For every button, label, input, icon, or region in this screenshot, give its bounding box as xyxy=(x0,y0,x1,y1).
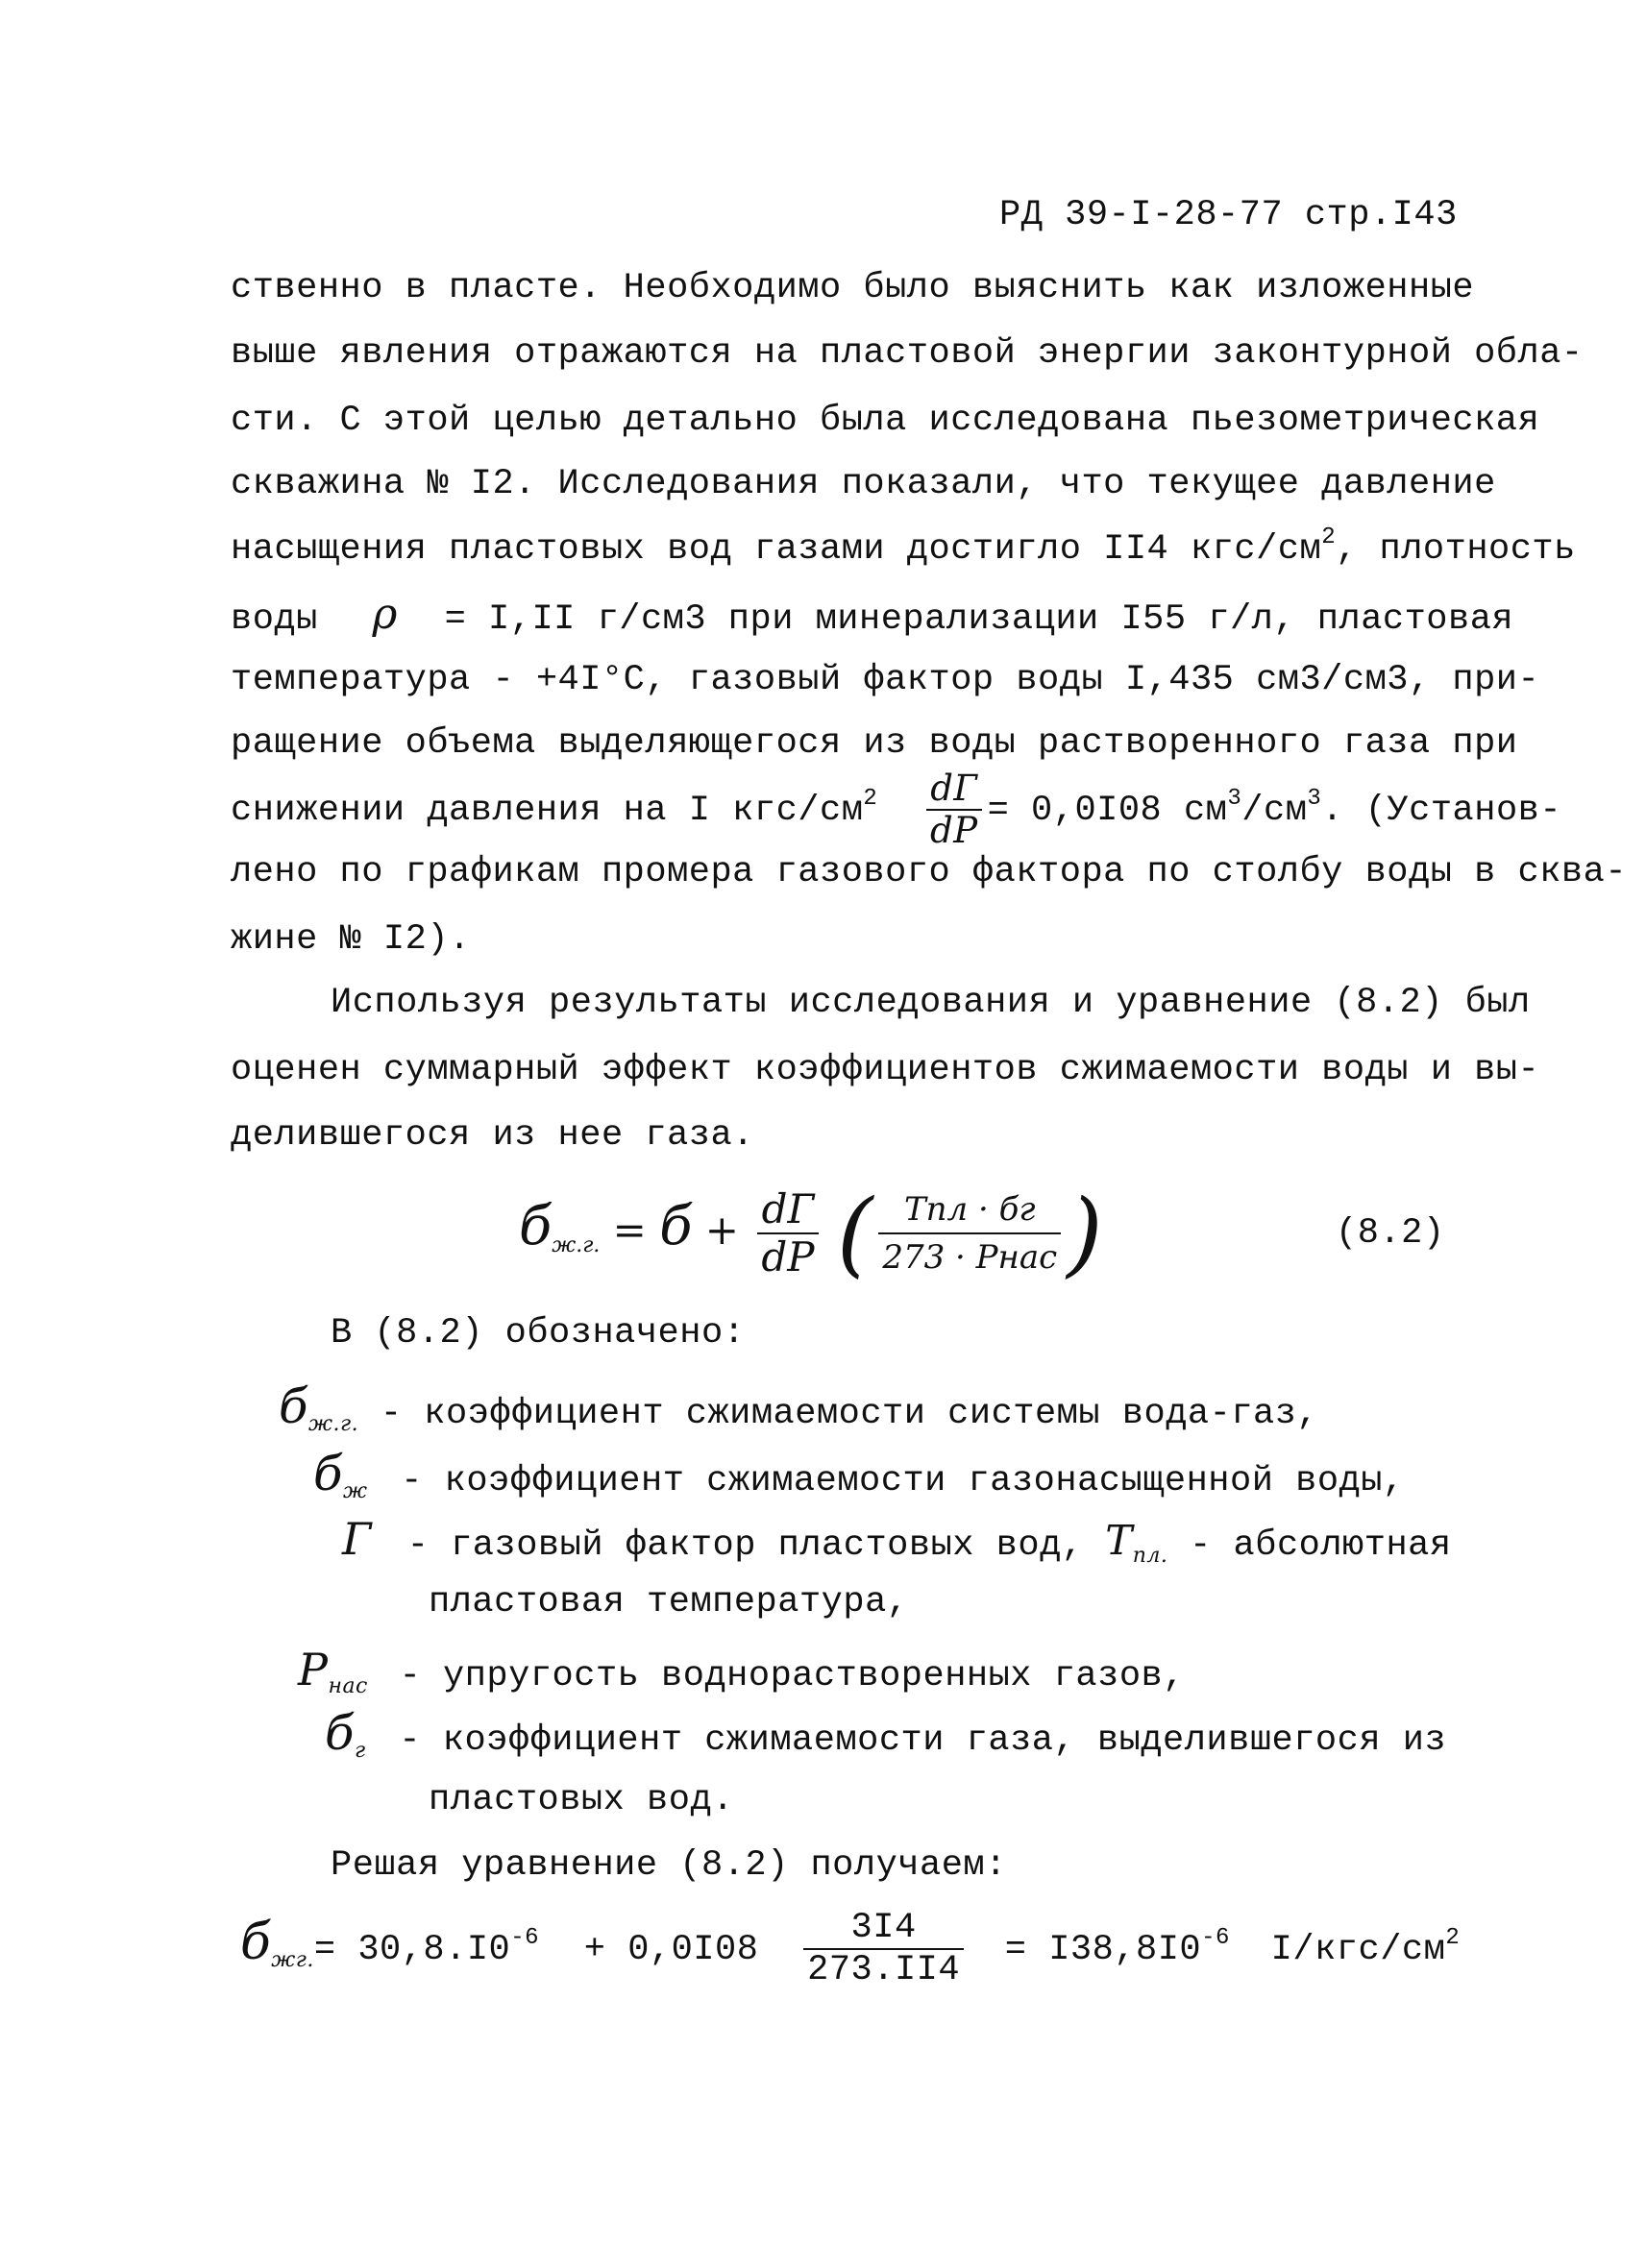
text-line: делившегося из нее газа. xyxy=(231,1115,754,1156)
legend-item: $б_г$ - коэффициент сжимаемости газа, выделившегося из xyxy=(325,1705,1447,1763)
legend-item: пластовых вод. xyxy=(429,1780,734,1820)
legend-item: $P_{нас}$ - упругость воднорастворенных газов, xyxy=(298,1644,1185,1698)
rho-symbol: ρ xyxy=(372,590,398,639)
formula-8-2: $б_{ж.г.} = б$ + $\frac{dГ}{dP}$ ( $\frac{\text{Tпл · бг}}{\text{273 · Pнас}}$ ) xyxy=(519,1180,1103,1287)
equation-label: (8.2) xyxy=(1336,1213,1445,1254)
legend-item: пластовая температура, xyxy=(429,1582,909,1622)
fraction-solution: $\frac{3I4}{273.II4}$ xyxy=(803,1908,964,1990)
solution-formula: $б_{жг.}= 30,8.I0^{-6} + 0,0I08$ $\frac{3I4}{273.II4}$ = $I38,8I0^{-6}$ $I/кгс/см^2$ xyxy=(240,1908,1461,1991)
text-line: насыщения пластовых вод газами достигло II4 кгс/$см^2$, плотность xyxy=(231,524,1576,570)
fraction-dg-dp: $\frac{dГ}{dP}$ xyxy=(926,768,982,851)
text-line: сти. С этой целью детально была исследована пьезометрическая xyxy=(231,401,1540,441)
legend-item: $б_ж$ - коэффициент сжимаемости газонасыщенной воды, xyxy=(313,1446,1405,1503)
text-line: лено по графикам промера газового фактора по столбу воды в сква- xyxy=(231,852,1628,892)
text-line: снижении давления на I кгс/$см^2$ $\frac{dГ}{dP}$ = 0,0I08 $см^3/см^3$. (Установ- xyxy=(231,768,1562,851)
legend-intro: В (8.2) обозначено: xyxy=(331,1313,746,1353)
legend-item: $б_{ж.г.}$ - коэффициент сжимаемости системы вода-газ, xyxy=(279,1378,1319,1436)
legend-item: Г - газовый фактор пластовых вод, $T_{пл.}$ - абсолютная xyxy=(342,1513,1452,1568)
text-line: оценен суммарный эффект коэффициентов сжимаемости воды и вы- xyxy=(231,1050,1540,1090)
solution-intro: Решая уравнение (8.2) получаем: xyxy=(331,1845,1007,1886)
text-line: температура - +4I°С, газовый фактор воды I,435 см3/см3, при- xyxy=(231,660,1540,700)
doc-reference: РД 39-I-28-77 стр.I43 xyxy=(999,195,1458,235)
text-line: ращение объема выделяющегося из воды растворенного газа при xyxy=(231,723,1518,764)
text-line: воды ρ = I,II г/см3 при минерализации I55 г/л, пластовая xyxy=(231,590,1514,640)
text-line: Используя результаты исследования и уравнение (8.2) был xyxy=(331,983,1531,1023)
fraction-dg-dp: $\frac{dГ}{dP}$ xyxy=(757,1186,818,1280)
text-line: жине № I2). xyxy=(231,919,471,960)
fraction-temperature: $\frac{\text{Tпл · бг}}{\text{273 · Pнас}}$ xyxy=(878,1186,1061,1280)
text-line: скважина № I2. Исследования показали, что текущее давление xyxy=(231,464,1496,504)
text-line: ственно в пласте. Необходимо было выяснить как изложенные xyxy=(231,268,1475,308)
text-line: выше явления отражаются на пластовой энергии законтурной обла- xyxy=(231,333,1584,374)
